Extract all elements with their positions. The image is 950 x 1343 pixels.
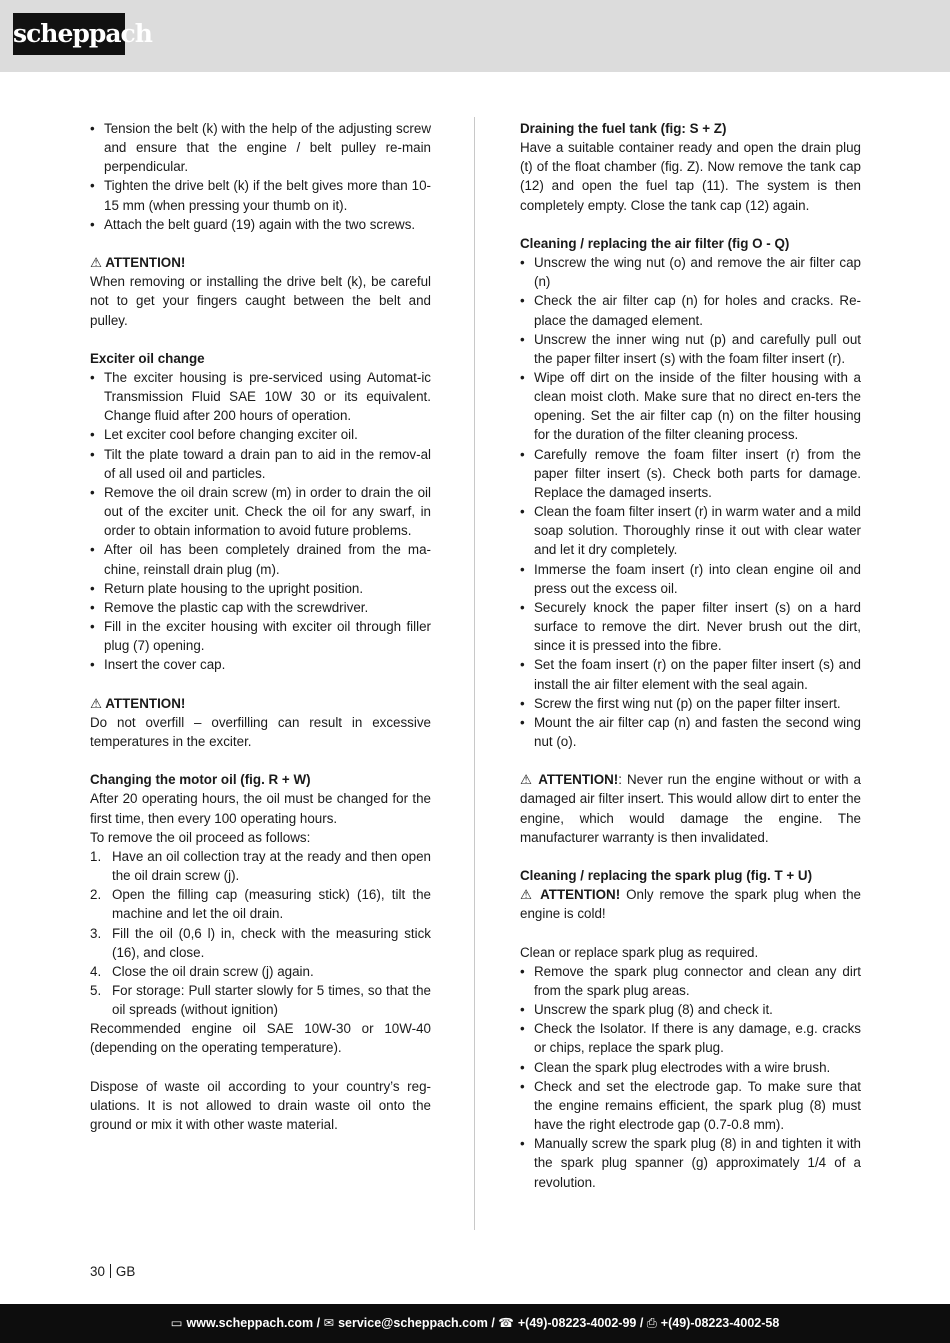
list-item: • Clean the spark plug electrodes with a wire brush. xyxy=(520,1058,861,1077)
list-item: • Manually screw the spark plug (8) in and tighten it with the spark plug spanner (g) approximately 1/4 of a revolution. xyxy=(520,1134,861,1191)
section-heading: Exciter oil change xyxy=(90,350,205,366)
column-divider xyxy=(474,117,475,1230)
list-item: • After oil has been completely drained from the ma-chine, reinstall drain plug (m). xyxy=(90,540,431,578)
list-item: • Return plate housing to the upright position. xyxy=(90,579,431,598)
list-item: • Tilt the plate toward a drain pan to aid in the remov-al of all used oil and particles. xyxy=(90,445,431,483)
list-item: • Screw the first wing nut (p) on the paper filter insert. xyxy=(520,694,861,713)
air-filter-list xyxy=(520,253,861,751)
list-item: • Remove the spark plug connector and clean any dirt from the spark plug areas. xyxy=(520,962,861,1000)
footer-web[interactable]: www.scheppach.com / xyxy=(186,1316,321,1330)
header-bar xyxy=(0,0,950,72)
list-item: • Fill in the exciter housing with exciter oil through filler plug (7) opening. xyxy=(90,617,431,655)
list-item: • Unscrew the spark plug (8) and check it. xyxy=(520,1000,861,1019)
list-item: • Check the Isolator. If there is any damage, e.g. cracks or chips, replace the spark plug. xyxy=(520,1019,861,1057)
list-item: 4. Close the oil drain screw (j) again. xyxy=(90,963,314,979)
email-icon: ✉ xyxy=(323,1316,335,1330)
page-number: 30 GB xyxy=(90,1264,136,1279)
list-item: • Wipe off dirt on the inside of the filter housing with a clean moist cloth. Make sure that no direct en-ters the opening. Set the air filter cap (n) on the filter housing for the duration of the filter cleaning process. xyxy=(520,368,861,445)
section-heading: Draining the fuel tank (fig: S + Z) xyxy=(520,121,727,136)
motor-steps xyxy=(90,847,431,1019)
warning-triangle-icon: ⚠ xyxy=(520,772,534,788)
section-heading: Cleaning / replacing the spark plug (fig. T + U) xyxy=(520,868,813,884)
list-item: • Let exciter cool before changing exciter oil. xyxy=(90,425,431,444)
list-item: • Tighten the drive belt (k) if the belt gives more than 10-15 mm (when pressing your thumb on it). xyxy=(90,176,431,214)
paragraph: To remove the oil proceed as follows: xyxy=(90,829,311,845)
section-heading: Cleaning / replacing the air filter (fig O - Q) xyxy=(520,235,790,251)
exciter-list xyxy=(90,368,431,675)
attention-paragraph: ⚠ ATTENTION! Only remove the spark plug when the engine is cold! xyxy=(520,887,861,922)
list-item: • Tension the belt (k) with the help of the adjusting screw and ensure that the engine / belt pulley re-main perpendicular. xyxy=(90,119,431,176)
list-item: • Unscrew the inner wing nut (p) and carefully pull out the paper filter insert (s) with the foam filter insert (r). xyxy=(520,330,861,368)
list-item: 2. Open the filling cap (measuring stick) (16), tilt the machine and let the oil drain. xyxy=(90,887,431,922)
attention-heading: ⚠ ATTENTION! xyxy=(90,255,186,271)
list-item: • Set the foam insert (r) on the paper filter insert (s) and install the air filter element with the seal again. xyxy=(520,655,861,693)
list-item: • Attach the belt guard (19) again with the two screws. xyxy=(90,215,431,234)
warning-triangle-icon: ⚠ xyxy=(90,255,103,271)
list-item: • Remove the plastic cap with the screwdriver. xyxy=(90,598,431,617)
list-item: • Check and set the electrode gap. To make sure that the engine remains efficient, the spark plug (8) must have the right electrode gap (0.7-0.8 mm). xyxy=(520,1077,861,1134)
list-item: • The exciter housing is pre-serviced using Automat-ic Transmission Fluid SAE 10W 30 or its equivalent. Change fluid after 200 hours of operation. xyxy=(90,368,431,425)
list-item: • Remove the oil drain screw (m) in order to drain the oil out of the exciter unit. Check the oil for any swarf, in order to obtain information to avoid future problems. xyxy=(90,483,431,540)
list-item: • Securely knock the paper filter insert (s) on a hard surface to remove the dirt. Never brush out the dirt, since it is pressed into the fibre. xyxy=(520,598,861,655)
footer-phone: +(49)-08223-4002-99 / xyxy=(517,1316,644,1330)
phone-icon: ☎ xyxy=(498,1316,514,1330)
paragraph: After 20 operating hours, the oil must be changed for the first time, then every 100 operating hours. xyxy=(90,791,431,826)
list-item: • Clean the foam filter insert (r) in warm water and a mild soap solution. Thoroughly rinse it out with clear water and let it dry completely. xyxy=(520,502,861,559)
list-item: • Unscrew the wing nut (o) and remove the air filter cap (n) xyxy=(520,253,861,291)
attention-text: Do not overfill – overfilling can result in excessive temperatures in the exciter. xyxy=(90,714,431,749)
attention-paragraph: ⚠ ATTENTION!: Never run the engine without or with a damaged air filter insert. This would allow dirt to enter the engine, which would damage the engine. The manufacturer warranty is then invalidated. xyxy=(520,772,861,845)
paragraph: Have a suitable container ready and open the drain plug (t) of the float chamber (fig. Z). Now remove the tank cap (12) and open the fuel tap (11). The system is then completely empty. Close the tank cap (12) again. xyxy=(520,140,861,213)
footer-email[interactable]: service@scheppach.com / xyxy=(338,1316,495,1330)
attention-heading: ⚠ ATTENTION! xyxy=(90,695,186,711)
list-item: 5. For storage: Pull starter slowly for 5 times, so that the oil spreads (without ignition) xyxy=(90,982,431,1018)
right-column xyxy=(520,119,861,1192)
list-item: • Immerse the foam insert (r) into clean engine oil and press out the excess oil. xyxy=(520,560,861,598)
list-item: 3. Fill the oil (0,6 l) in, check with the measuring stick (16), and close. xyxy=(90,925,431,960)
list-item: • Check the air filter cap (n) for holes and cracks. Re-place the damaged element. xyxy=(520,291,861,329)
list-item: • Carefully remove the foam filter insert (r) from the paper filter insert (s). Check both parts for damage. Replace the damaged inserts. xyxy=(520,445,861,502)
paragraph: Clean or replace spark plug as required. xyxy=(520,944,759,960)
list-item: • Mount the air filter cap (n) and fasten the second wing nut (o). xyxy=(520,713,861,751)
fax-icon: ⎙ xyxy=(646,1316,657,1330)
spark-plug-list xyxy=(520,962,861,1192)
brand-logo: scheppach xyxy=(13,13,125,55)
footer-fax: +(49)-08223-4002-58 xyxy=(660,1316,780,1330)
warning-triangle-icon: ⚠ xyxy=(90,695,103,711)
belt-list xyxy=(90,119,431,234)
left-column xyxy=(90,119,431,1134)
attention-text: When removing or installing the drive belt (k), be careful not to get your fingers caught between the belt and pulley. xyxy=(90,274,431,328)
computer-icon: ▭ xyxy=(170,1316,183,1330)
paragraph: Dispose of waste oil according to your country’s reg-ulations. It is not allowed to drain waste oil onto the ground or mix it with other waste material. xyxy=(90,1078,431,1133)
list-item: • Insert the cover cap. xyxy=(90,655,431,674)
paragraph: Recommended engine oil SAE 10W-30 or 10W-40 (depending on the operating temperature). xyxy=(90,1021,431,1056)
warning-triangle-icon: ⚠ xyxy=(520,887,535,903)
list-item: 1. Have an oil collection tray at the ready and then open the oil drain screw (j). xyxy=(90,848,431,884)
footer-bar xyxy=(0,1304,950,1343)
section-heading: Changing the motor oil (fig. R + W) xyxy=(90,772,311,788)
